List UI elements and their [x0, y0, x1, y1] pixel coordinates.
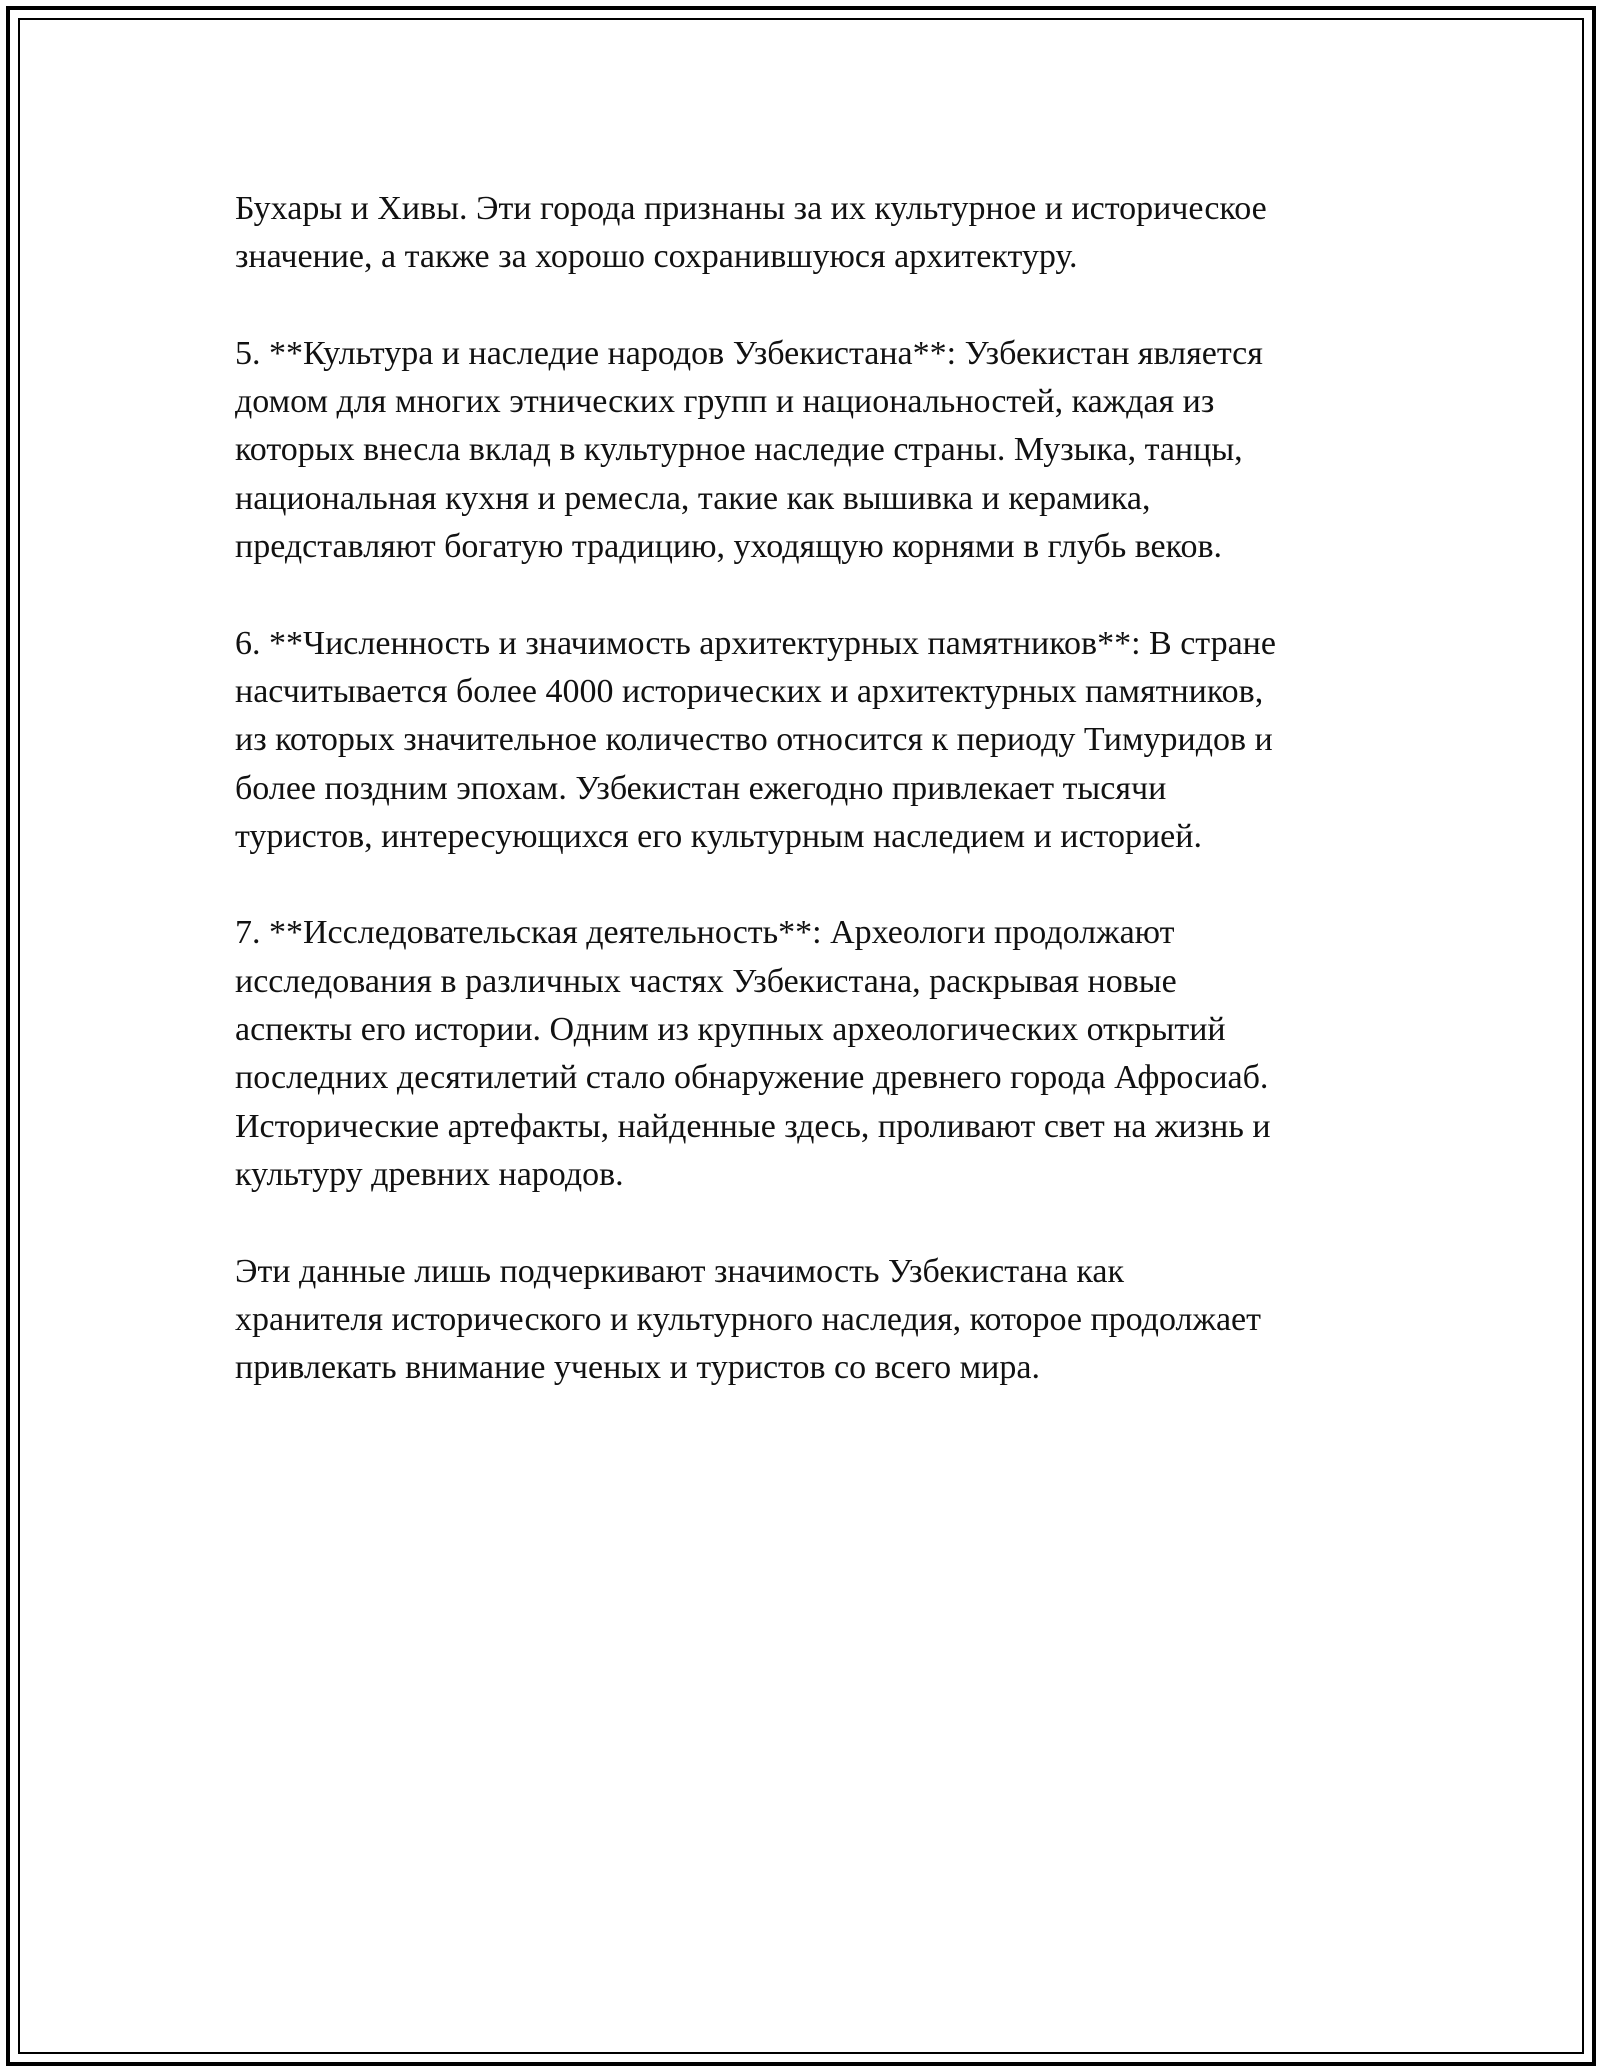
- paragraph-item-7: [235, 909, 1395, 1199]
- text-line: значение, а также за хорошо сохранившуюся архитектуру.: [235, 238, 1078, 276]
- text-line: хранителя исторического и культурного наследия, которое продолжает: [235, 1300, 1262, 1338]
- paragraph-conclusion: [235, 1248, 1395, 1393]
- text-line: привлекать внимание ученых и туристов со всего мира.: [235, 1349, 1040, 1387]
- text-line: 6. **Численность и значимость архитектурных памятников**: В стране: [235, 624, 1276, 662]
- text-line: 7. **Исследовательская деятельность**: Археологи продолжают: [235, 914, 1175, 952]
- text-line: которых внесла вклад в культурное наследие страны. Музыка, танцы,: [235, 431, 1243, 469]
- text-line: культуру древних народов.: [235, 1155, 624, 1193]
- text-line: из которых значительное количество относится к периоду Тимуридов и: [235, 721, 1273, 759]
- text-line: исследования в различных частях Узбекистана, раскрывая новые: [235, 962, 1177, 1000]
- text-line: Бухары и Хивы. Эти города признаны за их культурное и историческое: [235, 190, 1267, 227]
- text-line: национальная кухня и ремесла, такие как вышивка и керамика,: [235, 479, 1151, 517]
- paragraph-continuation: [235, 185, 1395, 282]
- paragraph-item-5: [235, 330, 1395, 571]
- text-line: аспекты его истории. Одним из крупных археологических открытий: [235, 1011, 1226, 1049]
- text-line: представляют богатую традицию, уходящую корнями в глубь веков.: [235, 528, 1222, 566]
- paragraph-item-6: [235, 620, 1395, 861]
- text-line: Исторические артефакты, найденные здесь, проливают свет на жизнь и: [235, 1107, 1271, 1145]
- text-line: более поздним эпохам. Узбекистан ежегодно привлекает тысячи: [235, 769, 1167, 807]
- text-line: 5. **Культура и наследие народов Узбекистана**: Узбекистан является: [235, 334, 1263, 372]
- text-line: последних десятилетий стало обнаружение древнего города Афросиаб.: [235, 1059, 1269, 1097]
- text-line: Эти данные лишь подчеркивают значимость Узбекистана как: [235, 1252, 1124, 1290]
- text-line: домом для многих этнических групп и национальностей, каждая из: [235, 383, 1215, 421]
- text-line: насчитывается более 4000 исторических и архитектурных памятников,: [235, 672, 1264, 710]
- text-line: туристов, интересующихся его культурным наследием и историей.: [235, 817, 1202, 855]
- document-body: [235, 185, 1395, 1392]
